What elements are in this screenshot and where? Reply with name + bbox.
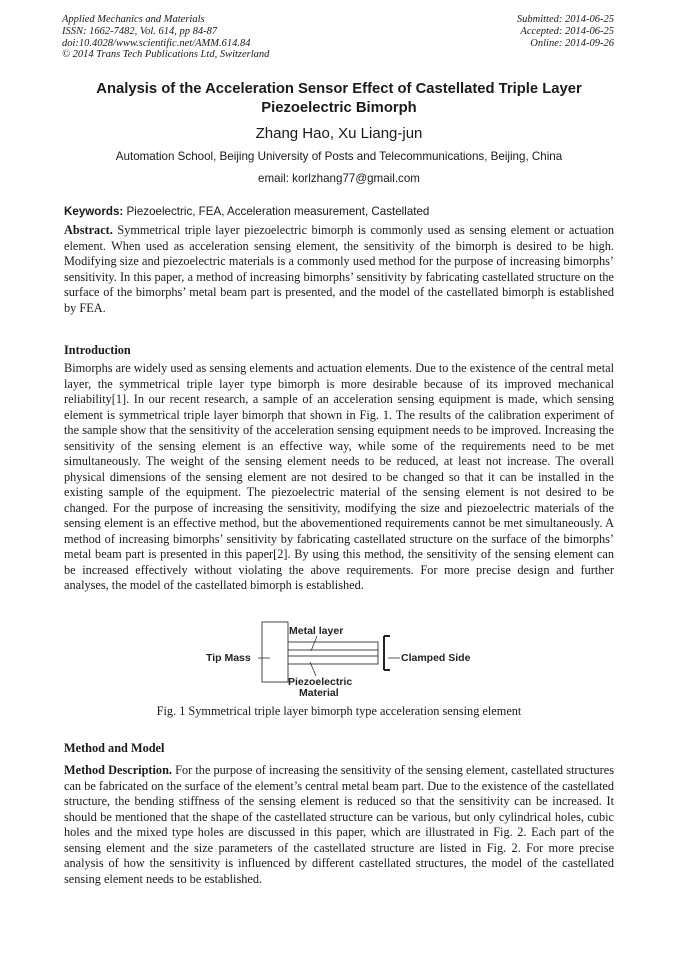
metal-layer [288, 650, 378, 656]
piezo-layer-top [288, 642, 378, 650]
tip-mass-block [262, 622, 288, 682]
title-line-2: Piezoelectric Bimorph [261, 100, 417, 116]
abstract [64, 223, 614, 316]
method-description [64, 763, 614, 887]
abstract-text: Symmetrical triple layer piezoelectric bimorph is commonly used as sensing element or actuation element. When used as acceleration sensing element, the sensitivity of the bimorph is desired to be high. Modifying size and piezoelectric materials is a commonly used method for the purpose of increasing bimorphs’ sensitivity. In this paper, a method of increasing bimorphs’ sensitivity by fabricating castellated structure on the surface of the bimorphs’ metal beam part is presented, and the model of the castellated bimorph is established by FEA. [64, 223, 615, 315]
method-label: Method Description. [64, 763, 172, 777]
keywords-label: Keywords: [64, 205, 124, 218]
label-metal-layer: Metal layer [289, 625, 344, 637]
journal-issn: ISSN: 1662-7482, Vol. 614, pp 84-87 [62, 25, 218, 37]
bimorph-figure [198, 620, 478, 700]
online-date: Online: 2014-09-26 [530, 37, 614, 49]
label-piezo-line-1: Piezoelectric [288, 676, 353, 688]
affiliation: Automation School, Beijing University of Posts and Telecommunications, Beijing, China [115, 150, 563, 163]
paper-title [40, 80, 638, 118]
introduction-text: Bimorphs are widely used as sensing elements and actuation elements. Due to the existence of the central metal layer, the symmetrical triple layer type bimorph is more desirable because of its improved mechanical reliability[1]. In our recent research, a sample of an acceleration sensing equipment is made, which sensing element is symmetrical triple layer bimorph that shown in Fig. 1. The results of the calibration experiment of the sample show that the sensitivity of the acceleration sensing equipment needs to be improved. Increasing the sensitivity of the sensing element is an effective way, while some of the requirements need to be met simultaneously. The weight of the sensing element needs to be reduced, at least not increase. The overall physical dimensions of the sensing element are not desired to be changed so that it can be installed in the existing sample of the equipment. The piezoelectric material of the sensing element is not desired to be changed. For the purpose of increasing the sensitivity, modifying the size and piezoelectric materials of the sensing element is an effective method, but the abovementioned requirements cannot be met simultaneously. A method of increasing bimorphs’ sensitivity by fabricating castellated structure on the surface of the bimorphs’ metal beam part is presented in this paper[2]. By using this method, the sensitivity of the sensing element can be increased effectively without violating the above requirements. For more precise design and further analyses, the model of the castellated bimorph is established. [64, 361, 614, 592]
label-tip-mass: Tip Mass [206, 652, 251, 664]
abstract-label: Abstract. [64, 223, 113, 237]
journal-info [62, 14, 269, 61]
accepted-date: Accepted: 2014-06-25 [520, 25, 614, 37]
method-heading: Method and Model [64, 741, 165, 755]
label-piezo-line-2: Material [299, 687, 339, 699]
journal-copyright: © 2014 Trans Tech Publications Ltd, Switzerland [62, 49, 270, 61]
author-email: email: korlzhang77@gmail.com [258, 172, 420, 185]
piezo-layer-bottom [288, 656, 378, 664]
keywords-text: Piezoelectric, FEA, Acceleration measurement, Castellated [126, 205, 430, 218]
title-line-1: Analysis of the Acceleration Sensor Effect of Castellated Triple Layer [96, 81, 582, 97]
submission-dates [517, 14, 614, 49]
method-text: For the purpose of increasing the sensitivity of the sensing element, castellated structures can be fabricated on the surface of the element’s central metal beam part. Due to the existence of the castellated structure, the bending stiffness of the sensing element is reduced so that the sensitivity can be increased. It should be mentioned that the shape of the castellated structure can be various, but only cylindrical holes, cubic holes and the mixed type holes are discussed in this paper, which are illustrated in Fig. 2. Each part of the sensing element and the size parameters of the castellated structure are listed in Fig. 2. For more precise analysis of how the sensitivity is influenced by different castellated structures, the model of the castellated sensing element needs to be established. [64, 763, 614, 886]
label-clamped-side: Clamped Side [401, 652, 471, 664]
journal-name: Applied Mechanics and Materials [62, 14, 205, 25]
figure-caption: Fig. 1 Symmetrical triple layer bimorph type acceleration sensing element [156, 704, 522, 718]
submitted-date: Submitted: 2014-06-25 [516, 14, 614, 25]
keywords [64, 205, 620, 219]
authors: Zhang Hao, Xu Liang-jun [255, 125, 423, 142]
journal-doi: doi:10.4028/www.scientific.net/AMM.614.84 [62, 37, 251, 49]
introduction-heading: Introduction [64, 343, 131, 357]
